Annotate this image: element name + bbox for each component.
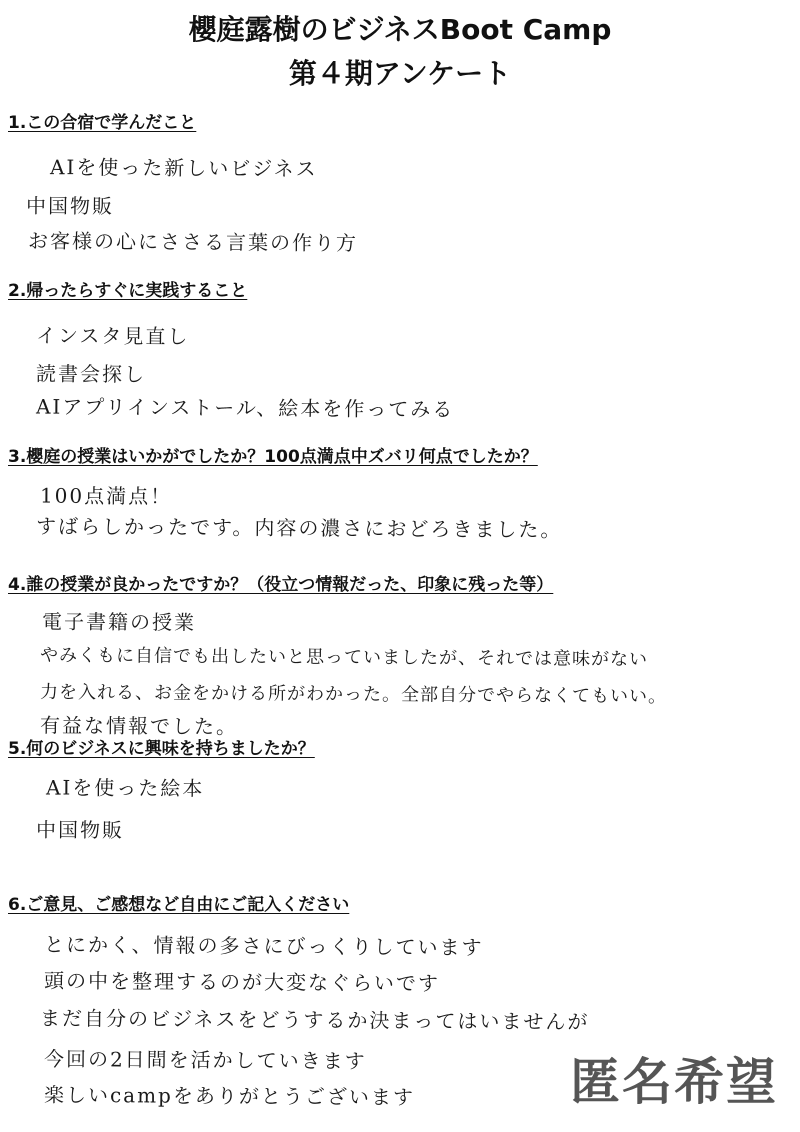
- answer-1-line-2: 中国物販: [25, 193, 115, 219]
- answer-1-line-3: お客様の心にささる言葉の作り方: [27, 228, 359, 256]
- question-1-label: 1.この合宿で学んだこと: [8, 113, 197, 133]
- answer-2-line-2: 読書会探し: [35, 361, 147, 387]
- answer-1-line-1: AIを使った新しいビジネス: [49, 155, 318, 181]
- answer-6-line-4: 今回の2日間を活かしていきます: [43, 1046, 367, 1074]
- answer-2-line-3: AIアプリインストール、絵本を作ってみる: [35, 394, 455, 422]
- answer-5-line-2: 中国物販: [35, 817, 125, 843]
- answer-4-line-4: 有益な情報でした。: [39, 713, 239, 739]
- answer-6-line-3: まだ自分のビジネスをどうするか決まってはいませんが: [39, 1006, 590, 1034]
- answer-3-line-1: 100点満点！: [39, 483, 173, 509]
- question-4-label: 4.誰の授業が良かったですか？（役立つ情報だった、印象に残った等）: [8, 575, 554, 595]
- answer-2-line-1: インスタ見直し: [35, 323, 190, 349]
- answer-4-line-2: やみくもに自信でも出したいと思っていましたが、それでは意味がない: [39, 644, 649, 671]
- answer-4-line-3: 力を入れる、お金をかける所がわかった。全部自分でやらなくてもいい。: [39, 681, 668, 708]
- page-subtitle: 第４期アンケート: [288, 57, 512, 90]
- question-3-label: 3.櫻庭の授業はいかがでしたか？100点満点中ズバリ何点でしたか？: [8, 447, 538, 467]
- answer-6-line-1: とにかく、情報の多さにびっくりしています: [43, 932, 484, 960]
- answer-4-line-1: 電子書籍の授業: [41, 609, 197, 635]
- anonymous-stamp: 匿名希望: [570, 1053, 778, 1111]
- answer-6-line-2: 頭の中を整理するのが大変なぐらいです: [43, 968, 441, 996]
- answer-3-line-2: すばらしかったです。内容の濃さにおどろきました。: [35, 514, 563, 542]
- answer-5-line-1: AIを使った絵本: [45, 775, 205, 801]
- answer-6-line-5: 楽しいcampをありがとうございます: [43, 1082, 415, 1110]
- question-2-label: 2.帰ったらすぐに実践すること: [8, 281, 248, 301]
- page-title: 櫻庭露樹のビジネスBoot Camp: [188, 13, 612, 46]
- question-5-label: 5.何のビジネスに興味を持ちましたか？: [8, 739, 315, 759]
- question-6-label: 6.ご意見、ご感想など自由にご記入ください: [8, 895, 350, 915]
